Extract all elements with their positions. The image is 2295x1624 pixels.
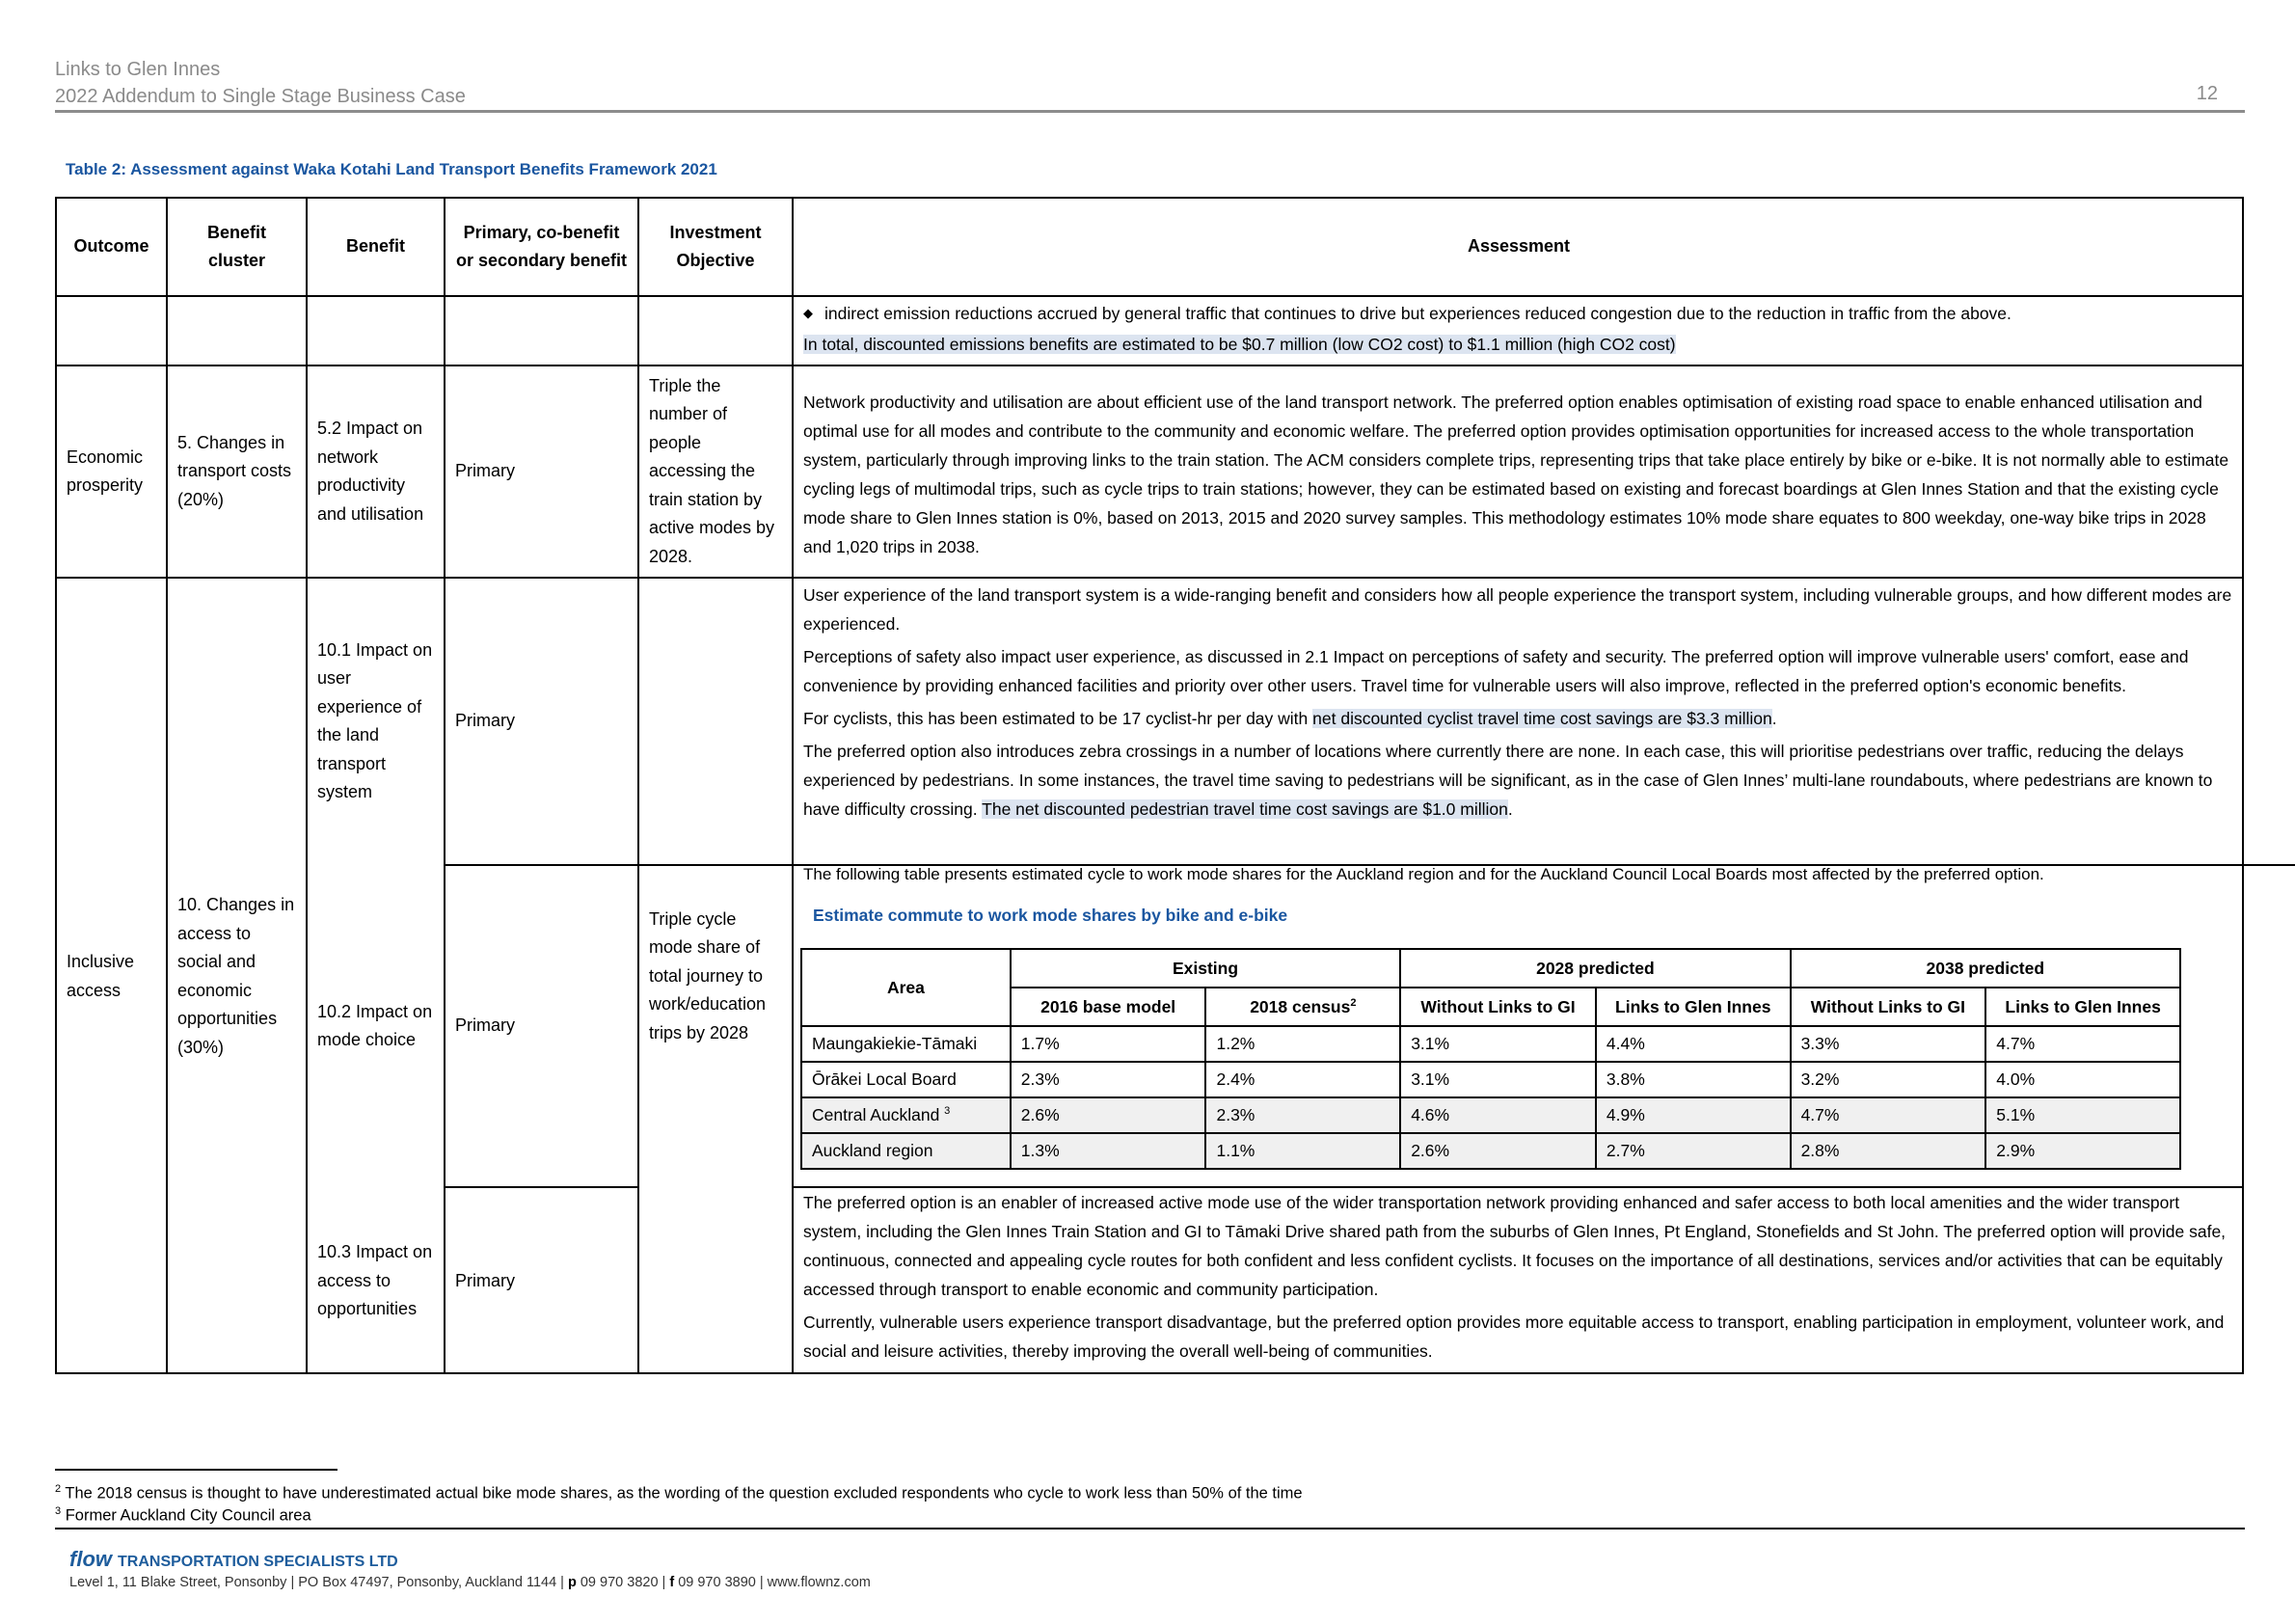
header-investment-objective: Investment Objective (669, 222, 762, 270)
assessment-paragraph: The preferred option is an enabler of increased active mode use of the wider transportation network providing enhanced and safer access to both local amenities and the wider transport system, including the Glen Innes Train Station and GI to Tāmaki Drive shared path from the suburbs of Glen Innes, Pt England, Stonefields and St John. The preferred option will provide safe, continuous, connected and appealing cycle routes for both confident and less confident cyclists. It focuses on the importance of all destinations, services and/or activities that can be equitably accessed through transport to enable economic and community participation. (803, 1193, 2227, 1299)
footer-divider (55, 1528, 2245, 1529)
subheader: 2016 base model (1011, 988, 1206, 1026)
fax-label: f (669, 1575, 675, 1590)
fax-and-website: 09 970 3890 | www.flownz.com (674, 1575, 871, 1590)
document-subtitle: 2022 Addendum to Single Stage Business Case (55, 86, 466, 107)
area-cell: Auckland region (801, 1133, 1011, 1169)
benefit-type: Primary (455, 711, 515, 731)
subheader: Without Links to GI (1400, 988, 1596, 1026)
phone-number: 09 970 3820 | (576, 1575, 670, 1590)
diamond-bullet-icon: ◆ (803, 306, 813, 320)
area-cell: Ōrākei Local Board (801, 1062, 1011, 1097)
subheader: Without Links to GI (1791, 988, 1986, 1026)
cluster-economic: 5. Changes in transport costs (20%) (177, 432, 292, 509)
company-logo (69, 1547, 398, 1572)
text: For cyclists, this has been estimated to be 17 cyclist-hr per day with (803, 709, 1313, 728)
inner-table-caption: Estimate commute to work mode shares by bike and e-bike (813, 906, 1288, 925)
highlighted-pedestrian-savings: The net discounted pedestrian travel time cost savings are $1.0 million (982, 799, 1508, 819)
assessment-paragraph (803, 737, 2234, 824)
value-cell: 1.1% (1205, 1133, 1400, 1169)
highlighted-summary: In total, discounted emissions benefits are estimated to be $0.7 million (low CO2 cost) to $1.1 million (high CO2 cost) (803, 335, 1676, 354)
value-cell: 2.8% (1791, 1133, 1986, 1169)
table-caption: Table 2: Assessment against Waka Kotahi Land Transport Benefits Framework 2021 (66, 160, 717, 178)
company-name: TRANSPORTATION SPECIALISTS LTD (118, 1554, 398, 1570)
assessment-table (55, 197, 2244, 1374)
benefit-5-2: 5.2 Impact on network productivity and utilisation (317, 419, 424, 524)
value-cell: 5.1% (1985, 1097, 2180, 1133)
assessment-paragraph: Currently, vulnerable users experience transport disadvantage, but the preferred option provides more equitable access to transport, enabling participation in employment, volunteer work, and social and leisure activities, thereby improving the overall well-being of communities. (803, 1313, 2225, 1361)
area-cell (801, 1097, 1011, 1133)
value-cell: 1.3% (1011, 1133, 1206, 1169)
objective-economic: Triple the number of people accessing the train station by active modes by 2028. (649, 375, 775, 566)
footnote-3 (55, 1505, 311, 1526)
table-row (801, 1097, 2180, 1133)
benefit-10-3: 10.3 Impact on access to opportunities (317, 1242, 433, 1319)
value-cell: 4.0% (1985, 1062, 2180, 1097)
cluster-inclusive: 10. Changes in access to social and economic opportunities (30%) (177, 895, 295, 1057)
table-row (801, 1062, 2180, 1097)
value-cell: 2.9% (1985, 1133, 2180, 1169)
value-cell: 3.1% (1400, 1062, 1596, 1097)
subheader: Links to Glen Innes (1985, 988, 2180, 1026)
value-cell: 3.1% (1400, 1026, 1596, 1062)
header-outcome: Outcome (73, 236, 149, 257)
outcome-economic: Economic prosperity (67, 447, 144, 495)
value-cell: 2.6% (1011, 1097, 1206, 1133)
footnote-ref[interactable]: 3 (944, 1105, 951, 1118)
text: . (1771, 709, 1777, 728)
value-cell: 4.9% (1596, 1097, 1791, 1133)
flow-logo-mark: flow (69, 1547, 112, 1571)
value-cell: 4.7% (1985, 1026, 2180, 1062)
footnote-number: 2 (55, 1483, 62, 1495)
value-cell: 2.4% (1205, 1062, 1400, 1097)
benefit-type: Primary (455, 1270, 515, 1290)
header-benefit-cluster: Benefit cluster (206, 222, 266, 270)
value-cell: 1.2% (1205, 1026, 1400, 1062)
text: 2018 census (1250, 996, 1351, 1016)
assessment-paragraph (803, 704, 2234, 733)
benefit-10-2: 10.2 Impact on mode choice (317, 1001, 433, 1049)
value-cell: 2.7% (1596, 1133, 1791, 1169)
value-cell: 3.8% (1596, 1062, 1791, 1097)
address-text: Level 1, 11 Blake Street, Ponsonby | PO Box 47497, Ponsonby, Auckland 1144 | (69, 1575, 568, 1590)
benefit-type: Primary (455, 461, 515, 481)
header-benefit-type: Primary, co-benefit or secondary benefit (455, 222, 628, 270)
text: . (1507, 799, 1513, 819)
table-row (801, 1133, 2180, 1169)
footnote-2 (55, 1483, 1303, 1503)
text: Central Auckland (812, 1105, 945, 1124)
assessment-10-2-intro (794, 860, 2244, 934)
objective-inclusive: Triple cycle mode share of total journey to work/education trips by 2028 (649, 908, 767, 1042)
header-benefit: Benefit (345, 236, 405, 257)
footnote-text: Former Auckland City Council area (65, 1506, 311, 1525)
assessment-text: Network productivity and utilisation are about efficient use of the land transport network. The preferred option enables optimisation of existing road space to enable enhanced utilisation and optimal use for all modes and contribute to the community and economic welfare. The preferred option provides optimisation opportunities for increased access to the whole transportation system, particularly through improving links to the train station. The ACM considers complete trips, representing trips that take place entirely by bike or e-bike. It is not normally able to estimate cycling legs of multimodal trips, such as cycle trips to train stations; however, they can be estimated based on existing and forecast boardings at Glen Innes Station and that the existing cycle mode share to Glen Innes station is 0%, based on 2013, 2015 and 2020 survey samples. This methodology estimates 10% mode share equates to 800 weekday, one-way bike trips in 2028 and 1,020 trips in 2038. (803, 392, 2229, 556)
value-cell: 2.6% (1400, 1133, 1596, 1169)
company-address (69, 1575, 871, 1590)
assessment-paragraph: The following table presents estimated cycle to work mode shares for the Auckland region and for the Auckland Council Local Boards most affected by the preferred option. (803, 865, 2044, 883)
row-divider (57, 295, 2244, 297)
value-cell: 1.7% (1011, 1026, 1206, 1062)
outcome-inclusive: Inclusive access (67, 952, 135, 1000)
footnote-text: The 2018 census is thought to have underestimated actual bike mode shares, as the wording of the question excluded respondents who cycle to work less than 50% of the time (65, 1484, 1303, 1502)
header-existing: Existing (1011, 949, 1400, 988)
value-cell: 2.3% (1011, 1062, 1206, 1097)
assessment-continued (794, 299, 2244, 363)
header-assessment: Assessment (1467, 236, 1571, 257)
header-2038: 2038 predicted (1791, 949, 2180, 988)
assessment-10-1 (794, 581, 2244, 827)
benefit-type: Primary (455, 1015, 515, 1036)
value-cell: 4.7% (1791, 1097, 1986, 1133)
text: The preferred option also introduces zebra crossings in a number of locations where currently there are none. In each case, this will prioritise pedestrians over traffic, reducing the delays experienced by pedestrians. In some instances, the travel time saving to pedestrians will be significant, as in the case of Glen Innes’ multi-lane roundabouts, where pedestrians are known to have difficulty crossing. (803, 742, 2213, 819)
mode-share-table (800, 948, 2181, 1170)
highlighted-cyclist-savings: net discounted cyclist travel time cost savings are $3.3 million (1312, 709, 1772, 728)
table-row (801, 1026, 2180, 1062)
page-number: 12 (2196, 83, 2218, 104)
header-2028: 2028 predicted (1400, 949, 1790, 988)
benefit-10-1: 10.1 Impact on user experience of the land transport system (317, 639, 433, 801)
assessment-paragraph: Perceptions of safety also impact user experience, as discussed in 2.1 Impact on perceptions of safety and security. The preferred option will improve vulnerable users' comfort, ease and convenience by providing enhanced facilities and priority over other users. Travel time for vulnerable users will also improve, reflected in the preferred option's economic benefits. (803, 647, 2189, 695)
subheader: Links to Glen Innes (1596, 988, 1791, 1026)
phone-label: p (567, 1575, 577, 1590)
value-cell: 2.3% (1205, 1097, 1400, 1133)
footnote-number: 3 (55, 1505, 62, 1517)
assessment-10-3 (794, 1188, 2244, 1369)
value-cell: 3.2% (1791, 1062, 1986, 1097)
header-divider (55, 110, 2245, 113)
assessment-paragraph: User experience of the land transport system is a wide-ranging benefit and considers how all people experience the transport system, including vulnerable groups, and how different modes are experienced. (803, 585, 2232, 634)
subheader (1205, 988, 1400, 1026)
footnote-divider (55, 1469, 338, 1471)
value-cell: 4.6% (1400, 1097, 1596, 1133)
value-cell: 3.3% (1791, 1026, 1986, 1062)
assessment-economic (794, 388, 2244, 565)
bullet-text: indirect emission reductions accrued by general traffic that continues to drive but experiences reduced congestion due to the reduction in traffic from the above. (824, 304, 2012, 323)
header-area: Area (801, 949, 1011, 1026)
area-cell: Maungakiekie-Tāmaki (801, 1026, 1011, 1062)
document-title: Links to Glen Innes (55, 59, 221, 80)
footnote-ref[interactable]: 2 (1350, 996, 1357, 1009)
value-cell: 4.4% (1596, 1026, 1791, 1062)
